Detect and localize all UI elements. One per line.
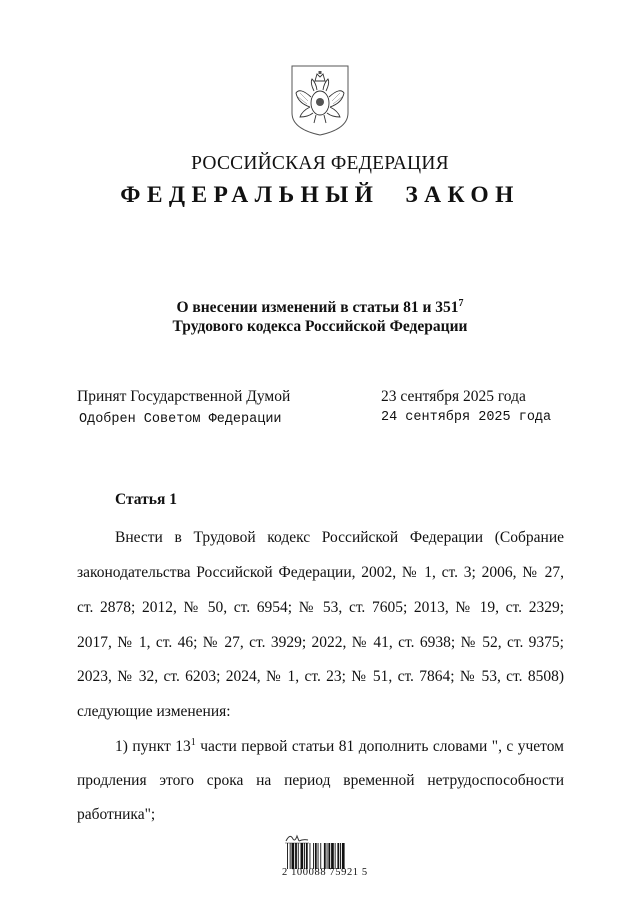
law-title-line2: Трудового кодекса Российской Федерации	[172, 318, 468, 335]
barcode-bar	[290, 843, 291, 869]
barcode-bar	[313, 843, 314, 869]
paragraph-line: следующие изменения:	[77, 703, 231, 720]
paragraph-line: продления этого срока на период временной нетрудоспособности	[77, 772, 564, 789]
paragraph-line: Внести в Трудовой кодекс Российской Федерации (Собрание	[115, 529, 564, 546]
duma-adoption-date: 23 сентября 2025 года	[381, 388, 526, 405]
law-title-line1: О внесении изменений в статьи 81 и $351^7$	[176, 298, 464, 316]
paragraph-line: работника";	[77, 806, 156, 823]
barcode-bar	[327, 843, 328, 869]
barcode-bar	[287, 843, 288, 869]
barcode-bar	[342, 843, 345, 869]
barcode-bar	[306, 843, 308, 869]
paragraph-line: законодательства Российской Федерации, 2002, № 1, ст. 3; 2006, № 27,	[77, 564, 564, 581]
barcode-bar	[295, 843, 297, 869]
barcode-bar	[335, 843, 336, 869]
barcode-bar	[292, 843, 295, 869]
superscript: 1	[190, 737, 196, 748]
law-type-word1: ФЕДЕРАЛЬНЫЙ	[120, 182, 380, 208]
paragraph-line: ст. 2878; 2012, № 50, ст. 6954; № 53, ст. 7605; 2013, № 19, ст. 2329;	[77, 599, 564, 616]
barcode-bar	[301, 843, 304, 869]
paragraph-line: 2023, № 32, ст. 6203; 2024, № 1, ст. 23; № 51, ст. 7864; № 53, ст. 8508)	[77, 668, 564, 685]
superscript: 7	[458, 298, 464, 309]
barcode-bar	[324, 843, 326, 869]
barcode-bar	[337, 843, 339, 869]
paragraph-line: 2017, № 1, ст. 46; № 27, ст. 3929; 2022, № 41, ст. 6938; № 52, ст. 9375;	[77, 634, 564, 651]
barcode-bar	[310, 843, 311, 869]
barcode-icon	[287, 843, 365, 869]
law-type-word2: ЗАКОН	[405, 182, 520, 208]
duma-adoption-label: Принят Государственной Думой	[77, 388, 291, 405]
barcode-number: 2 100088 75921 5	[282, 867, 368, 878]
barcode-bar	[331, 843, 334, 869]
barcode-bar	[318, 843, 319, 869]
barcode-bar	[320, 843, 321, 869]
barcode-bar	[328, 843, 330, 869]
barcode-bar	[340, 843, 341, 869]
barcode-bar	[298, 843, 299, 869]
country-name: РОССИЙСКАЯ ФЕДЕРАЦИЯ	[191, 153, 449, 174]
council-approval-label: Одобрен Советом Федерации	[79, 412, 282, 427]
law-title	[0, 298, 640, 336]
council-approval-date: 24 сентября 2025 года	[381, 410, 552, 425]
law-type	[0, 182, 640, 209]
coat-of-arms-emblem	[288, 63, 352, 137]
barcode-bar	[304, 843, 305, 869]
barcode-bar	[315, 843, 317, 869]
paragraph-line: 1) пункт $13^1$ части первой статьи 81 дополнить словами ", с учетом	[115, 737, 564, 755]
article-heading: Статья 1	[115, 491, 177, 508]
